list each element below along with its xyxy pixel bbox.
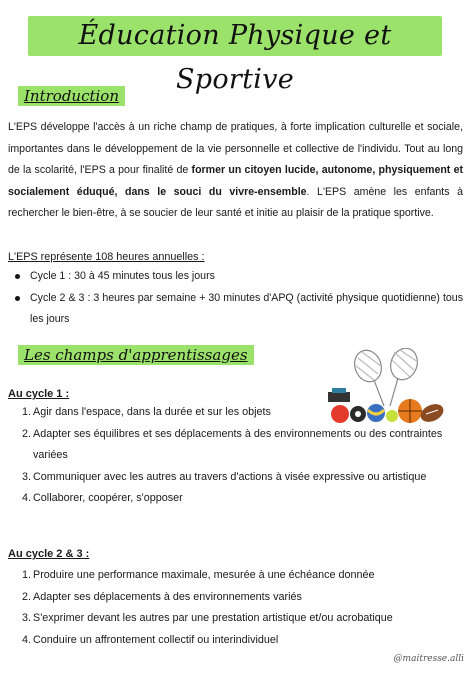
cycle23-item [22, 608, 462, 630]
section-title-champs: Les champs d'apprentissages [18, 345, 254, 365]
cycle1-item [22, 402, 462, 424]
author-signature: @maitresse.alli [393, 654, 464, 664]
cycle23-item [22, 630, 462, 652]
cycle1-item [22, 488, 462, 510]
cycle23-item [22, 565, 462, 587]
cycle23-item [22, 587, 462, 609]
hours-list [8, 266, 463, 331]
section-title-introduction: Introduction [18, 86, 125, 106]
item-number: 3. [22, 470, 32, 483]
intro-paragraph [8, 117, 463, 225]
cycle23-title: Au cycle 2 & 3 : [8, 548, 90, 560]
item-number: 3. [22, 612, 32, 625]
intro-text-part2: . L'EPS amène les enfants à rechercher le bien-être, à se soucier de leur santé et initie au plaisir de la pratique sportive. [8, 185, 463, 220]
hours-item: Cycle 1 : 30 à 45 minutes tous les jours [8, 266, 463, 288]
cycle1-title: Au cycle 1 : [8, 388, 70, 400]
page-title: Éducation Physique et Sportive [78, 20, 392, 95]
cycle1-item [22, 424, 462, 467]
item-text: Communiquer avec les autres au travers d'actions à visée expressive ou artistique [33, 470, 427, 483]
hours-item: Cycle 2 & 3 : 3 heures par semaine + 30 minutes d'APQ (activité physique quotidienne) tous les jours [8, 288, 463, 331]
cycle1-list [22, 402, 462, 510]
item-number: 2. [22, 427, 32, 440]
item-number: 2. [22, 590, 32, 603]
item-text: Adapter ses équilibres et ses déplacements à des environnements ou des contraintes variées [33, 427, 443, 462]
cycle1-item [22, 467, 462, 489]
item-text: S'exprimer devant les autres par une prestation artistique et/ou acrobatique [33, 612, 393, 625]
intro-text-part1: L'EPS développe l'accès à un riche champ de pratiques, à forte implication culturelle et sociale, importantes dans le développement de la vie personnelle et collective de l'individu. Tout au long de la scolarité, l'EPS a pour finalité de [8, 121, 463, 177]
item-text: Conduire un affrontement collectif ou interindividuel [33, 633, 279, 646]
hours-title: L'EPS représente 108 heures annuelles : [8, 251, 205, 263]
item-number: 4. [22, 492, 32, 505]
item-number: 1. [22, 406, 32, 418]
item-text: Agir dans l'espace, dans la durée et sur les objets [33, 406, 271, 418]
item-text: Produire une performance maximale, mesurée à une échéance donnée [33, 569, 375, 581]
cycle23-list [22, 565, 462, 651]
item-text: Adapter ses déplacements à des environnements variés [33, 590, 302, 603]
item-text: Collaborer, coopérer, s'opposer [33, 492, 183, 505]
intro-text-bold: former un citoyen lucide, autonome, physiquement et socialement éduqué, dans le souci du vivre-ensemble [8, 164, 464, 198]
item-number: 1. [22, 569, 32, 581]
item-number: 4. [22, 633, 32, 646]
